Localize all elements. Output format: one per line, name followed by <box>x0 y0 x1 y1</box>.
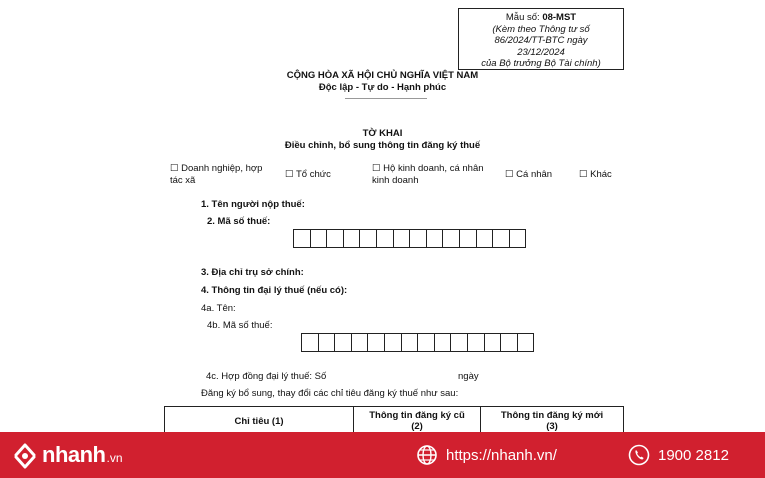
register-note: Đăng ký bổ sung, thay đổi các chỉ tiêu đăng ký thuế như sau: <box>201 388 459 399</box>
form-number-label: Mẫu số: <box>505 12 543 23</box>
form-number-code: 08-MST <box>542 12 577 23</box>
brand-name: nhanh <box>42 442 106 467</box>
brand-logo[interactable] <box>12 440 123 470</box>
website-link[interactable] <box>416 444 557 466</box>
hotline-number: 1900 2812 <box>658 446 729 464</box>
digit-box[interactable] <box>393 229 411 248</box>
digit-box[interactable] <box>334 333 352 352</box>
digit-box[interactable] <box>476 229 494 248</box>
website-url: https://nhanh.vn/ <box>446 446 557 464</box>
digit-box[interactable] <box>351 333 369 352</box>
digit-box[interactable] <box>467 333 485 352</box>
field-tax-code: 2. Mã số thuế: <box>207 216 271 227</box>
table-header-criteria: Chỉ tiêu (1) <box>165 407 354 432</box>
brand-footer <box>0 432 765 478</box>
digit-box[interactable] <box>459 229 477 248</box>
checkbox-household[interactable]: ☐ Hộ kinh doanh, cá nhân kinh doanh <box>372 163 484 186</box>
digit-box[interactable] <box>401 333 419 352</box>
field-agent-tax-code: 4b. Mã số thuế: <box>207 320 273 331</box>
form-ref-issuer: của Bộ trưởng Bộ Tài chính) <box>481 58 601 69</box>
document-subtitle: Điều chỉnh, bổ sung thông tin đăng ký thuế <box>284 140 481 151</box>
form-number-box <box>458 8 624 70</box>
digit-box[interactable] <box>310 229 328 248</box>
form-ref-circular: 86/2024/TT-BTC ngày <box>494 35 588 46</box>
digit-box[interactable] <box>450 333 468 352</box>
digit-box[interactable] <box>409 229 427 248</box>
field-agent-contract-date: ngày <box>458 371 479 382</box>
digit-box[interactable] <box>293 229 311 248</box>
document-title: TỜ KHAI <box>362 128 403 139</box>
digit-box[interactable] <box>517 333 535 352</box>
field-address: 3. Địa chỉ trụ sở chính: <box>201 267 304 278</box>
change-table-header <box>164 406 624 432</box>
nhanh-logo-icon <box>12 441 38 469</box>
field-agent-contract: 4c. Hợp đồng đại lý thuế: Số <box>206 371 327 382</box>
digit-box[interactable] <box>500 333 518 352</box>
digit-box[interactable] <box>367 333 385 352</box>
checkbox-enterprise[interactable]: ☐ Doanh nghiệp, hợp tác xã <box>170 163 263 186</box>
digit-box[interactable] <box>326 229 344 248</box>
digit-box[interactable] <box>318 333 336 352</box>
checkbox-individual[interactable]: ☐ Cá nhân <box>505 169 553 180</box>
motto-divider <box>345 98 427 99</box>
agent-tax-code-boxes[interactable] <box>302 333 534 352</box>
nation-title: CỘNG HÒA XÃ HỘI CHỦ NGHĨA VIỆT NAM <box>286 70 479 81</box>
form-ref-date: 23/12/2024 <box>517 46 565 58</box>
digit-box[interactable] <box>376 229 394 248</box>
form-ref-line: (Kèm theo Thông tư số <box>492 23 590 35</box>
brand-tld: .vn <box>106 451 123 465</box>
table-header-new: Thông tin đăng ký mới (3) <box>500 410 604 432</box>
tax-code-boxes[interactable] <box>294 229 526 248</box>
nation-motto: Độc lập - Tự do - Hạnh phúc <box>318 82 447 93</box>
field-agent-name: 4a. Tên: <box>201 303 236 314</box>
digit-box[interactable] <box>343 229 361 248</box>
digit-box[interactable] <box>434 333 452 352</box>
digit-box[interactable] <box>384 333 402 352</box>
digit-box[interactable] <box>442 229 460 248</box>
digit-box[interactable] <box>359 229 377 248</box>
checkbox-other[interactable]: ☐ Khác <box>579 169 612 180</box>
digit-box[interactable] <box>492 229 510 248</box>
digit-box[interactable] <box>417 333 435 352</box>
field-tax-agent: 4. Thông tin đại lý thuế (nếu có): <box>201 285 348 296</box>
digit-box[interactable] <box>509 229 527 248</box>
digit-box[interactable] <box>426 229 444 248</box>
digit-box[interactable] <box>484 333 502 352</box>
field-taxpayer-name: 1. Tên người nộp thuế: <box>201 199 305 210</box>
checkbox-organization[interactable]: ☐ Tổ chức <box>285 169 331 180</box>
hotline[interactable] <box>628 444 729 466</box>
globe-icon <box>416 444 438 466</box>
table-header-old: Thông tin đăng ký cũ (2) <box>354 407 481 432</box>
phone-icon <box>628 444 650 466</box>
digit-box[interactable] <box>301 333 319 352</box>
